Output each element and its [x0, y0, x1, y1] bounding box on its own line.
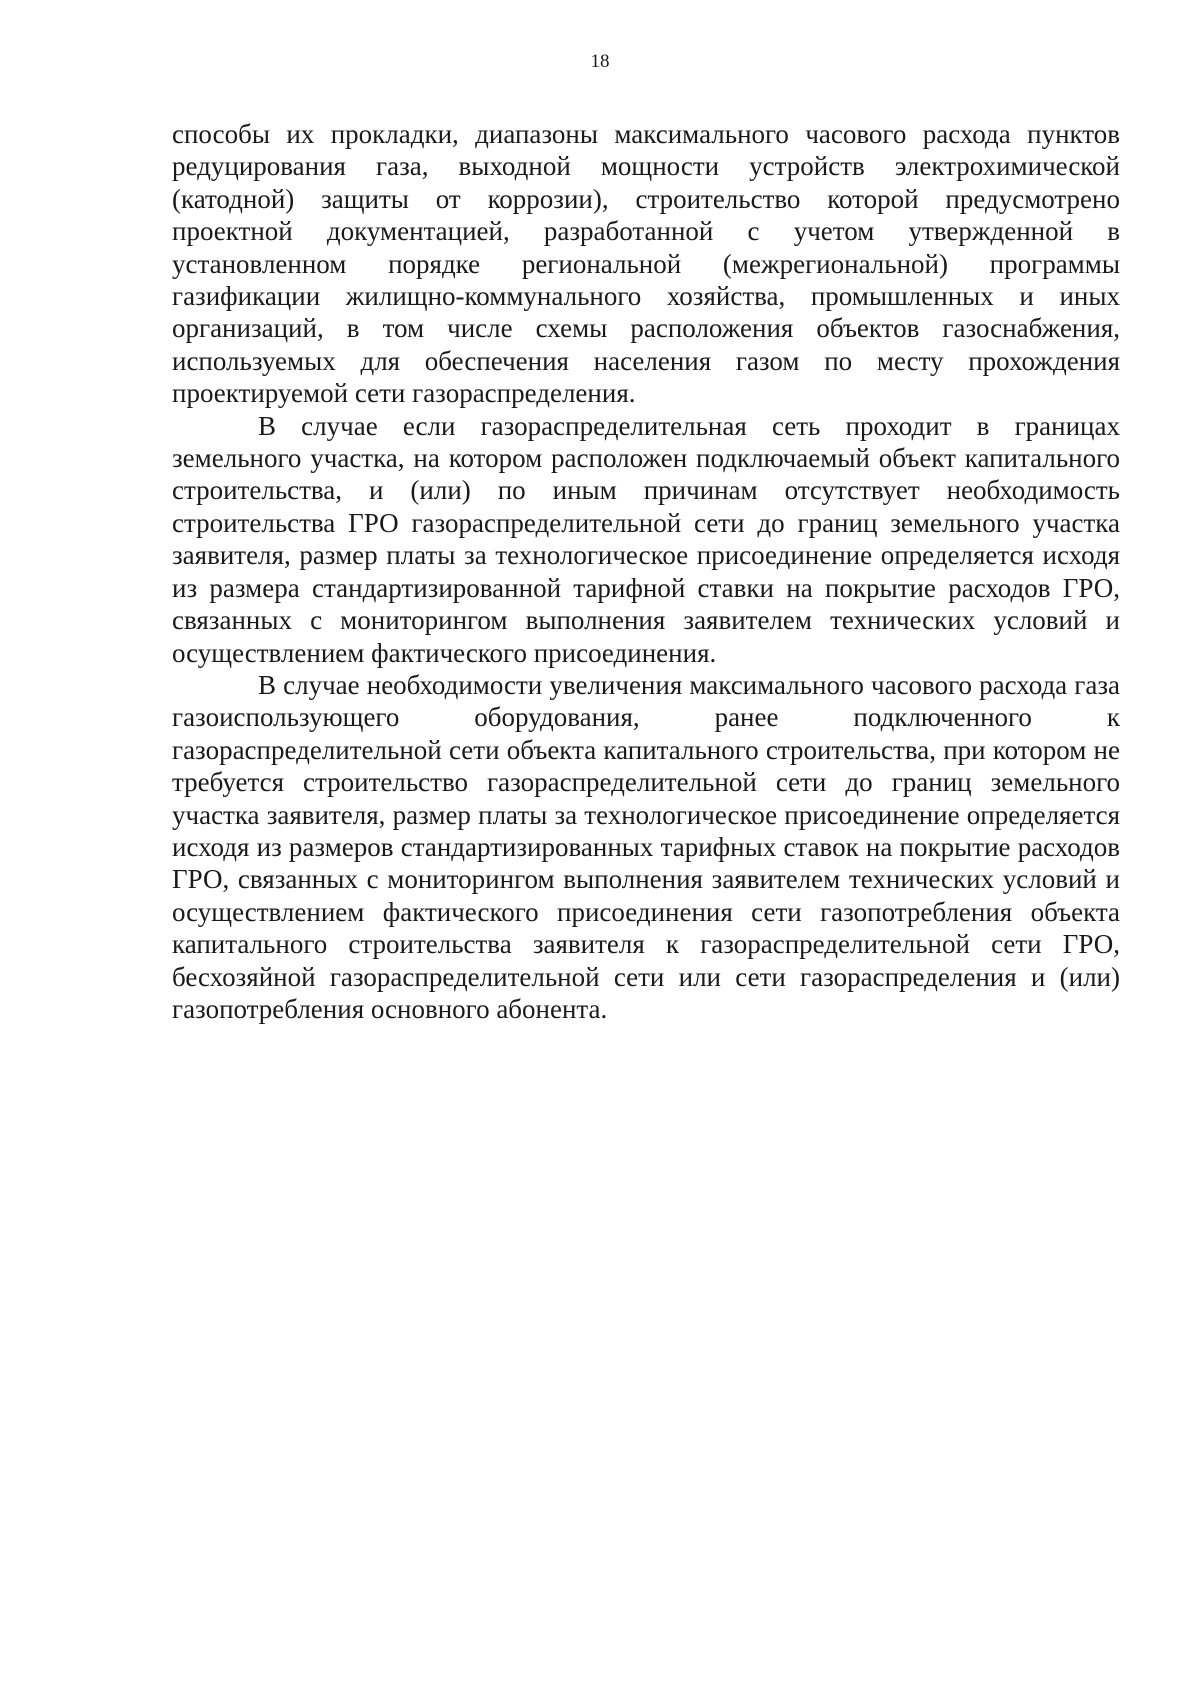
paragraph-max-consumption-increase: В случае необходимости увеличения максимального часового расхода газа газоиспользующего оборудования, ранее подключенного к газораспределительной сети объекта капитального строительства, при котором не требуется строительство газораспределительной сети до границ земельного участка заявителя, размер платы за технологическое присоединение определяется исходя из размеров стандартизированных тарифных ставок на покрытие расходов ГРО, связанных с мониторингом выполнения заявителем технических условий и осуществлением фактического присоединения сети газопотребления объекта капитального строительства заявителя к газораспределительной сети ГРО, бесхозяйной газораспределительной сети или сети газораспределения и (или) газопотребления основного абонента.	[172, 669, 1120, 1024]
document-body	[172, 118, 1120, 1025]
paragraph-land-plot-case: В случае если газораспределительная сеть проходит в границах земельного участка, на котором расположен подключаемый объект капитального строительства, и (или) по иным причинам отсутствует необходимость строительства ГРО газораспределительной сети до границ земельного участка заявителя, размер платы за технологическое присоединение определяется исходя из размера стандартизированной тарифной ставки на покрытие расходов ГРО, связанных с мониторингом выполнения заявителем технических условий и осуществлением фактического присоединения.	[172, 410, 1120, 668]
page-number: 18	[590, 51, 610, 72]
paragraph-continuation: способы их прокладки, диапазоны максимального часового расхода пунктов редуцирования газа, выходной мощности устройств электрохимической (катодной) защиты от коррозии), строительство которой предусмотрено проектной документацией, разработанной с учетом утвержденной в установленном порядке региональной (межрегиональной) программы газификации жилищно-коммунального хозяйства, промышленных и иных организаций, в том числе схемы расположения объектов газоснабжения, используемых для обеспечения населения газом по месту прохождения проектируемой сети газораспределения.	[172, 119, 1120, 409]
